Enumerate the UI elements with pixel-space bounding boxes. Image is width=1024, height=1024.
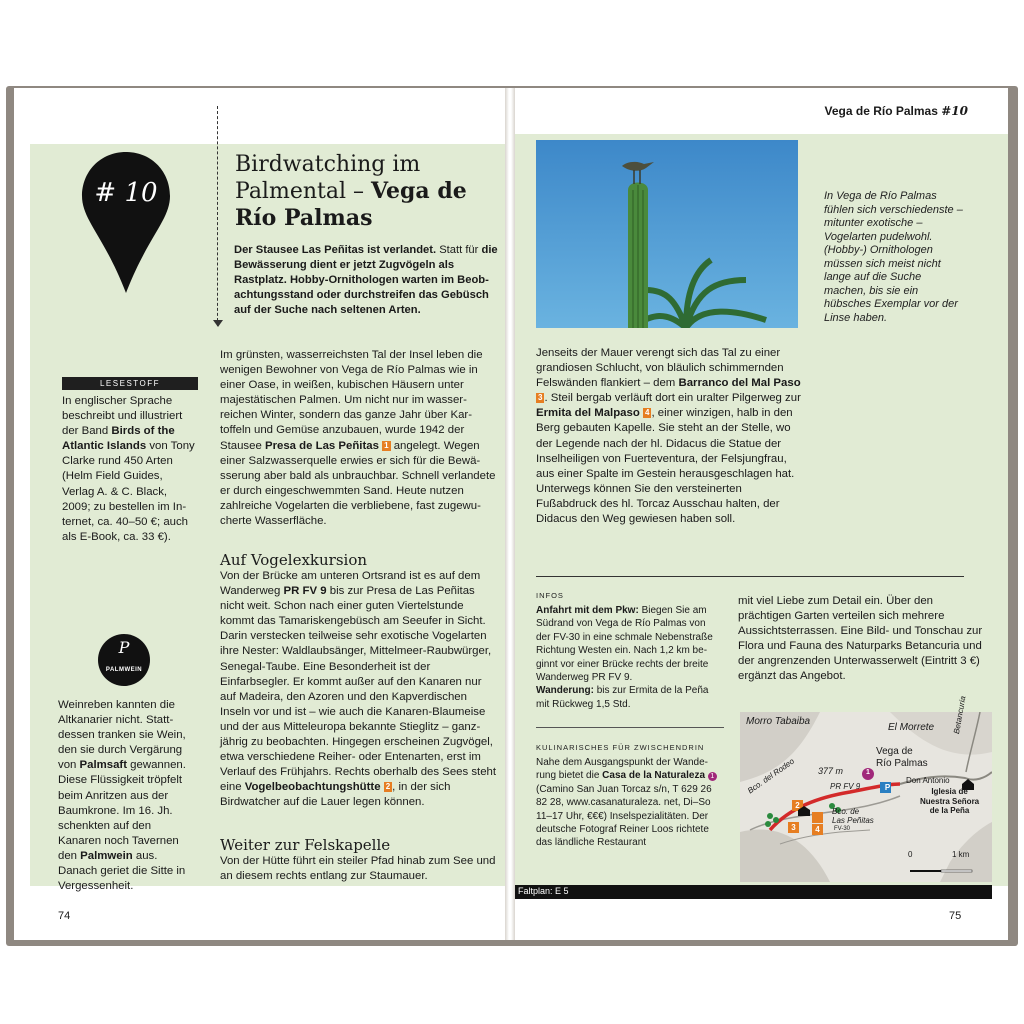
right-column-text: mit viel Liebe zum Detail ein. Über den prächtigen Garten verteilen sich mehrere Aussichtsterrassen. Eine Bild- und Tonschau zur Flora und Fauna des Naturparks Betancuria und der angrenzenden Unterwasserwelt (Eintritt 3 €) ergänzt das Angebot.: [738, 595, 983, 683]
map-marker-1: 1: [866, 769, 870, 776]
body-paragraph-2: Von der Brücke am unteren Ortsrand ist es auf dem Wanderweg PR FV 9 bis zur Presa de Las Peñitas nicht weit. Schon nach einer guten Viertelstunde kommt das Tamariskengebüsch am Seeufer in Sicht. Darin verstecken teilweise sehr exotische Vogelarten ihre Nester: Waldlaubsänger, Mittelmeer-Raubwürger, Senegal-Taube. Eine Besonderheit ist der Einfarbsegler. Er kommt außer auf den Kanaren nur auf Madeira, den Azoren und den Kapverdischen Inseln vor und ist – wie auch die Kanaren-Blaumeise und der aus Mitteleuropa bekannte Stieglitz – ganzjährig zu beobachten. Hingegen erscheinen Zugvögel, etwa verschiedene Reiher- oder Entenarten, erst im Verlauf des Frühjahrs. Rechts oberhalb des Sees steht eine Vogelbeobachtungshütte 2 , in der sich Birdwatcher auf die Lauer legen können.: [220, 570, 497, 809]
page-number-left: 74: [58, 910, 71, 922]
body-paragraph-3: Von der Hütte führt ein steiler Pfad hinab zum See und an diesem rechts entlang zur Staumauer.: [220, 855, 496, 883]
running-head: Vega de Río Palmas #10: [824, 104, 968, 118]
palmwein-letter: P: [118, 638, 130, 657]
map-label-vega: Vega de Río Palmas: [876, 746, 928, 769]
lead-paragraph: Der Stausee Las Peñitas ist verlandet. Statt für die Bewässerung dient er jetzt Zugvögeln als Rastplatz. Hobby-Ornithologen warten im Beobachtungsstand oder durchstreifen das Gebüsch auf der Suche nach seltenen Arten.: [234, 244, 498, 317]
page-title: Birdwatching im Palmental – Vega de Río Palmas: [235, 152, 467, 231]
cactus-bird-photo: [536, 140, 798, 328]
map-label-bco-rodeo: Bco. del Rodeo: [746, 756, 796, 796]
palmwein-text: Weinreben kannten die Altkanarier nicht. Stattdessen tranken sie Wein, den sie durch Vergärung von Palmsaft gewannen. Diese Flüssigkeit tröpfelt beim Anritzen aus der Baumkrone. Im 16. Jh. schenkten auf den Kanaren noch Tavernen den Palmwein aus. Danach geriet die Sitte in Vergessenheit.: [58, 699, 186, 893]
infos-label: INFOS: [536, 591, 564, 600]
map-scale-0: 0: [908, 850, 913, 859]
left-page: [14, 88, 508, 940]
kulinarisch-divider: [536, 727, 724, 728]
pin-label: # 10: [94, 178, 158, 208]
right-body-paragraph: Jenseits der Mauer verengt sich das Tal zu einer grandiosen Schlucht, von bläulich schimmernden Felswänden flankiert – dem Barranco del Mal Paso 3 . Steil bergab verläuft dort ein uralter Pilgerweg zur Ermita del Malpaso 4 , einer winzigen, halb in den Berg gebauten Kapelle. Sie steht an der Stelle, wo der Legende nach der hl. Didacus die Statue der Inselheiligen von Fuerteventura, der Felsjungfrau, aus einer Spalte im Gestein herausgeschlagen hat. Unterwegs können Sie den versteinerten Fußabdruck des hl. Torcaz Ausschau halten, der Didacus den Weg gewiesen haben soll.: [536, 347, 801, 526]
kulinarisch-label: KULINARISCHES FÜR ZWISCHENDRIN: [536, 743, 705, 752]
map-label-betancuria: Betancuria: [952, 695, 968, 735]
map-label-prfv9: PR FV 9: [830, 782, 861, 791]
palmwein-badge-label: PALMWEIN: [105, 667, 143, 673]
arrow-down-icon: [213, 320, 223, 327]
photo-caption: In Vega de Río Palmas fühlen sich verschiedenste – mitunter exotische – Vogelarten pudelwohl. (Hobby-) Ornithologen müssen sich meist nicht lange auf die Suche machen, bis sie ein hübsches Exemplar vor der Linse haben.: [824, 190, 963, 324]
map-label-iglesia: Iglesia de Nuestra Señora de la Peña: [920, 787, 980, 815]
body-paragraph-1: Im grünsten, wasserreichsten Tal der Insel leben die wenigen Bewohner von Vega de Río Palmas wie in einer Oase, in weißen, kubischen Häusern unter majestätischen Palmen. Um nicht nur im wasserreichen Winter, sondern das ganze Jahr über Kartoffeln und Gemüse anzubauen, wurde 1942 der Stausee Presa de Las Peñitas 1 angelegt. Wegen einer Salzwasserquelle erwies er sich für die Bewässerung aber bald als unbrauchbar. Schnell verlandete er durch eingeschwemmten Sand. Heute nutzen zahlreiche Vogelarten die verbliebene, fast zugewucherte Wasserfläche.: [220, 349, 496, 528]
map-label-don-antonio: Don Antonio: [906, 776, 950, 785]
divider: [536, 576, 964, 577]
location-pin-icon: [80, 150, 172, 295]
lesestoff-text: In englischer Sprache beschreibt und illustriert der Band Birds of the Atlantic Islands von Tony Clarke rund 450 Arten (Helm Field Guides, Verlag A. & C. Black, 2009; zu bestellen im Internet, ca. 40–50 €; auch als E-Book, ca. 33 €).: [62, 395, 195, 543]
faltplan-bar: Faltplan: E 5: [512, 885, 992, 899]
book-gutter: [505, 88, 515, 940]
map-parking-icon: P: [884, 783, 891, 792]
infos-text: Anfahrt mit dem Pkw: Biegen Sie am Südrand von Vega de Río Palmas von der FV-30 in eine schmale Nebenstraße Richtung Westen ein. Nach 1,2 km beginnt vor einer Brücke rechts der breite Wanderweg PR FV 9. Wanderung: bis zur Ermita de la Peña mit Rückweg 1,5 Std.: [536, 605, 713, 710]
map-marker-3: 3: [791, 823, 796, 832]
map-label-morrete: El Morrete: [888, 722, 935, 733]
heading-felskapelle: Weiter zur Felskapelle: [220, 836, 391, 854]
map-scale-1km: 1 km: [952, 850, 970, 859]
page-number-right: 75: [949, 910, 962, 922]
map-marker-2: 2: [795, 801, 800, 810]
map-label-morro: Morro Tabaiba: [746, 716, 811, 727]
heading-vogelexkursion: Auf Vogelexkursion: [220, 551, 368, 569]
right-page: [512, 88, 1008, 940]
map-label-elevation: 377 m: [818, 766, 844, 776]
map-label-fv30: FV-30: [834, 826, 851, 832]
map-label-bco-penitas: Bco. de Las Peñitas: [832, 807, 874, 825]
map-marker-4: 4: [815, 825, 820, 834]
kulinarisch-text: Nahe dem Ausgangspunkt der Wanderung bietet die Casa de la Naturaleza 1 (Camino San Juan Torcaz s/n, T 629 26 82 28, www.casanaturaleza. net, Di–So 11–17 Uhr, €€€) Inselspezialitäten. Der deutsche Fotograf Reiner Loos richtete das ländliche Restaurant: [536, 756, 722, 850]
dashed-line: [217, 106, 218, 326]
lesestoff-label: LESESTOFF: [62, 377, 198, 390]
